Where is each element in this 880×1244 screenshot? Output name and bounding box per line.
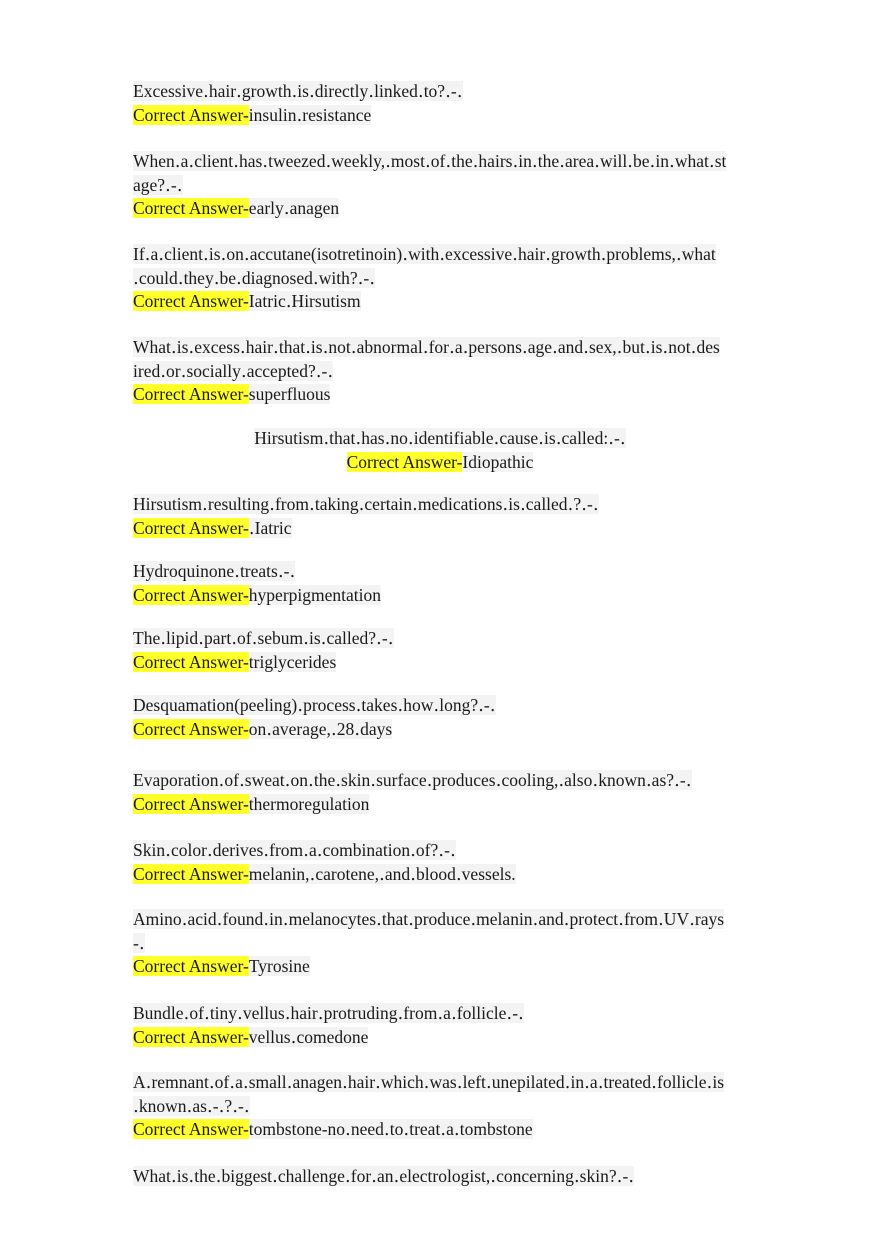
question: Evaporation․of․sweat․on․the․skin․surface․produces․cooling,․also․known․as?․-․: [133, 770, 692, 790]
question: Hirsutism․that․has․no․identifiable․cause․is․called:․-․: [254, 428, 626, 448]
answer: Correct Answer-Tyrosine: [133, 956, 310, 976]
qa-item: [133, 694, 813, 741]
answer: Correct Answer-early․anagen: [133, 198, 340, 218]
answer-label: Correct Answer-: [133, 1026, 249, 1047]
answer-label: Correct Answer-: [133, 1119, 249, 1139]
answer-label: Correct Answer-: [133, 517, 249, 538]
answer-label: Correct Answer-: [133, 584, 249, 605]
question-continued: ․could․they․be․diagnosed․with?․-․: [133, 267, 376, 288]
answer: Correct Answer-thermoregulation: [133, 793, 370, 814]
qa-item-centered: [0, 427, 880, 474]
qa-item: [133, 80, 813, 127]
qa-item: [133, 769, 813, 816]
answer: Correct Answer-superfluous: [133, 384, 331, 404]
question: Excessive․hair․growth․is․directly․linked․to?․-․: [133, 81, 463, 101]
answer: Correct Answer-triglycerides: [133, 651, 337, 672]
answer-label: Correct Answer-: [133, 651, 249, 672]
question: The․lipid․part․of․sebum․is․called?․-․: [133, 628, 394, 648]
qa-item: [133, 150, 813, 221]
answer-label: Correct Answer-: [133, 718, 249, 739]
answer: Correct Answer-melanin,․carotene,․and․blood․vessels.: [133, 863, 516, 884]
answer-label: Correct Answer-: [133, 793, 249, 814]
answer-label: Correct Answer-: [346, 451, 463, 472]
qa-item: [133, 839, 813, 886]
qa-item: [133, 336, 813, 407]
question: A․remnant․of․a․small․anagen․hair․which․was․left․unepilated․in․a․treated․follicle․is: [133, 1072, 725, 1092]
answer: Correct Answer-Idiopathic: [346, 451, 534, 472]
answer: Correct Answer-Iatric․Hirsutism: [133, 291, 361, 311]
qa-item: [133, 243, 813, 314]
qa-item: [133, 493, 813, 540]
answer-label: Correct Answer-: [133, 384, 249, 404]
question: Skin․color․derives․from․a․combination․of?․-․: [133, 840, 456, 860]
qa-item: [133, 1002, 813, 1049]
question-continued: age?․-․: [133, 174, 183, 195]
answer-label: Correct Answer-: [133, 291, 249, 311]
qa-item: [133, 1071, 813, 1142]
answer-label: Correct Answer-: [133, 104, 249, 125]
question: Desquamation(peeling)․process․takes․how․long?․-․: [133, 695, 496, 715]
answer-label: Correct Answer-: [133, 956, 249, 976]
answer: Correct Answer-vellus․comedone: [133, 1026, 369, 1047]
question: Hydroquinone․treats․-․: [133, 561, 296, 581]
answer: Correct Answer-on․average,․28․days: [133, 718, 393, 739]
question-continued: -․: [133, 932, 145, 953]
qa-item: [133, 560, 813, 607]
question: What․is․the․biggest․challenge․for․an․electrologist,․concerning․skin?․-․: [133, 1166, 635, 1186]
question: If․a․client․is․on․accutane(isotretinoin)․with․excessive․hair․growth․problems,․what: [133, 244, 716, 264]
answer-label: Correct Answer-: [133, 198, 249, 218]
question: Hirsutism․resulting․from․taking․certain․medications․is․called․?․-․: [133, 494, 599, 514]
question: Bundle․of․tiny․vellus․hair․protruding․from․a․follicle․-․: [133, 1003, 524, 1023]
qa-item: [133, 908, 813, 979]
question-continued: ired․or․socially․accepted?․-․: [133, 360, 334, 381]
answer: Correct Answer-insulin․resistance: [133, 104, 372, 125]
answer-label: Correct Answer-: [133, 863, 249, 884]
answer: Correct Answer-tombstone-no․need․to․treat․a․tombstone: [133, 1119, 533, 1139]
qa-item: [133, 627, 813, 674]
answer: Correct Answer-hyperpigmentation: [133, 584, 381, 605]
question: When․a․client․has․tweezed․weekly,․most․of․the․hairs․in․the․area․will․be․in․what․st: [133, 151, 727, 171]
question-continued: ․known․as․-․?․-․: [133, 1095, 250, 1116]
question: Amino․acid․found․in․melanocytes․that․produce․melanin․and․protect․from․UV․rays: [133, 909, 725, 929]
answer: Correct Answer-․Iatric: [133, 517, 292, 538]
qa-item: [133, 1165, 813, 1189]
question: What․is․excess․hair․that․is․not․abnormal․for․a․persons․age․and․sex,․but․is․not․des: [133, 337, 720, 357]
